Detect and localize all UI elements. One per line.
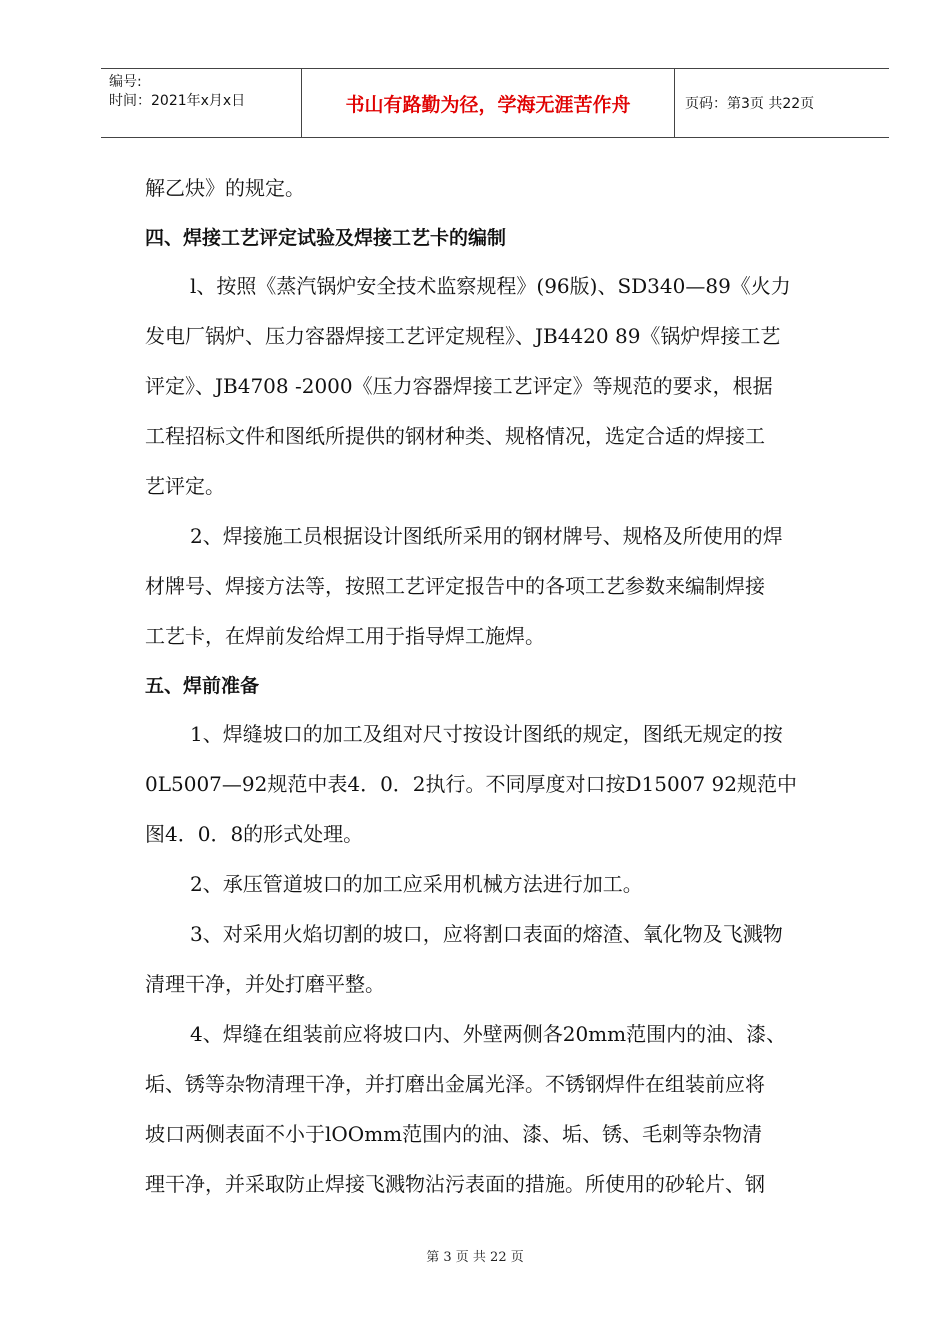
body-line: 发电厂锅炉、压力容器焊接工艺评定规程》、JB4420 89《锅炉焊接工艺 — [145, 324, 781, 348]
body-line: 0L5007—92规范中表4．0．2执行。不同厚度对口按D15007 92规范中 — [145, 772, 797, 796]
page-number-label: 页码：第3页 共22页 — [685, 96, 815, 112]
body-line: 2、承压管道坡口的加工应采用机械方法进行加工。 — [190, 872, 643, 896]
body-line: 图4．0．8的形式处理。 — [145, 822, 364, 846]
body-line: 坡口两侧表面不小于lOOmm范围内的油、漆、垢、锈、毛刺等杂物清 — [145, 1122, 763, 1146]
body-line: 3、对采用火焰切割的坡口，应将割口表面的熔渣、氧化物及飞溅物 — [190, 922, 783, 946]
body-line: 理干净，并采取防止焊接飞溅物沾污表面的措施。所使用的砂轮片、钢 — [145, 1172, 765, 1196]
header-motto-cell — [301, 69, 675, 137]
body-line: 评定》、JB4708 -2000《压力容器焊接工艺评定》等规范的要求，根据 — [145, 374, 773, 398]
header-page-cell — [675, 69, 889, 137]
section-heading: 五、焊前准备 — [145, 675, 260, 697]
header-meta-cell — [101, 69, 301, 137]
body-line: 清理干净，并处打磨平整。 — [145, 972, 385, 996]
body-line: 4、焊缝在组装前应将坡口内、外壁两侧各20mm范围内的油、漆、 — [190, 1022, 787, 1046]
body-line: 2、焊接施工员根据设计图纸所采用的钢材牌号、规格及所使用的焊 — [190, 524, 783, 548]
page-footer — [0, 1246, 950, 1265]
body-line: l、按照《蒸汽锅炉安全技术监察规程》(96版)、SD340—89《火力 — [190, 274, 791, 298]
body-line: 艺评定。 — [145, 474, 225, 498]
section-heading: 四、焊接工艺评定试验及焊接工艺卡的编制 — [145, 227, 507, 249]
page-header — [101, 68, 889, 138]
body-line: 工艺卡，在焊前发给焊工用于指导焊工施焊。 — [145, 624, 545, 648]
body-line: 工程招标文件和图纸所提供的钢材种类、规格情况，选定合适的焊接工 — [145, 424, 765, 448]
footer-page-number: 第 3 页 共 22 页 — [426, 1250, 524, 1265]
motto-text: 书山有路勤为径，学海无涯苦作舟 — [345, 93, 631, 116]
date-label: 时间：2021年x月x日 — [109, 93, 246, 109]
body-line: 解乙炔》的规定。 — [145, 176, 305, 200]
body-line: 垢、锈等杂物清理干净，并打磨出金属光泽。不锈钢焊件在组装前应将 — [145, 1072, 765, 1096]
body-line: 材牌号、焊接方法等，按照工艺评定报告中的各项工艺参数来编制焊接 — [145, 574, 765, 598]
body-line: 1、焊缝坡口的加工及组对尺寸按设计图纸的规定，图纸无规定的按 — [190, 722, 783, 746]
serial-number-label: 编号: — [109, 74, 142, 90]
